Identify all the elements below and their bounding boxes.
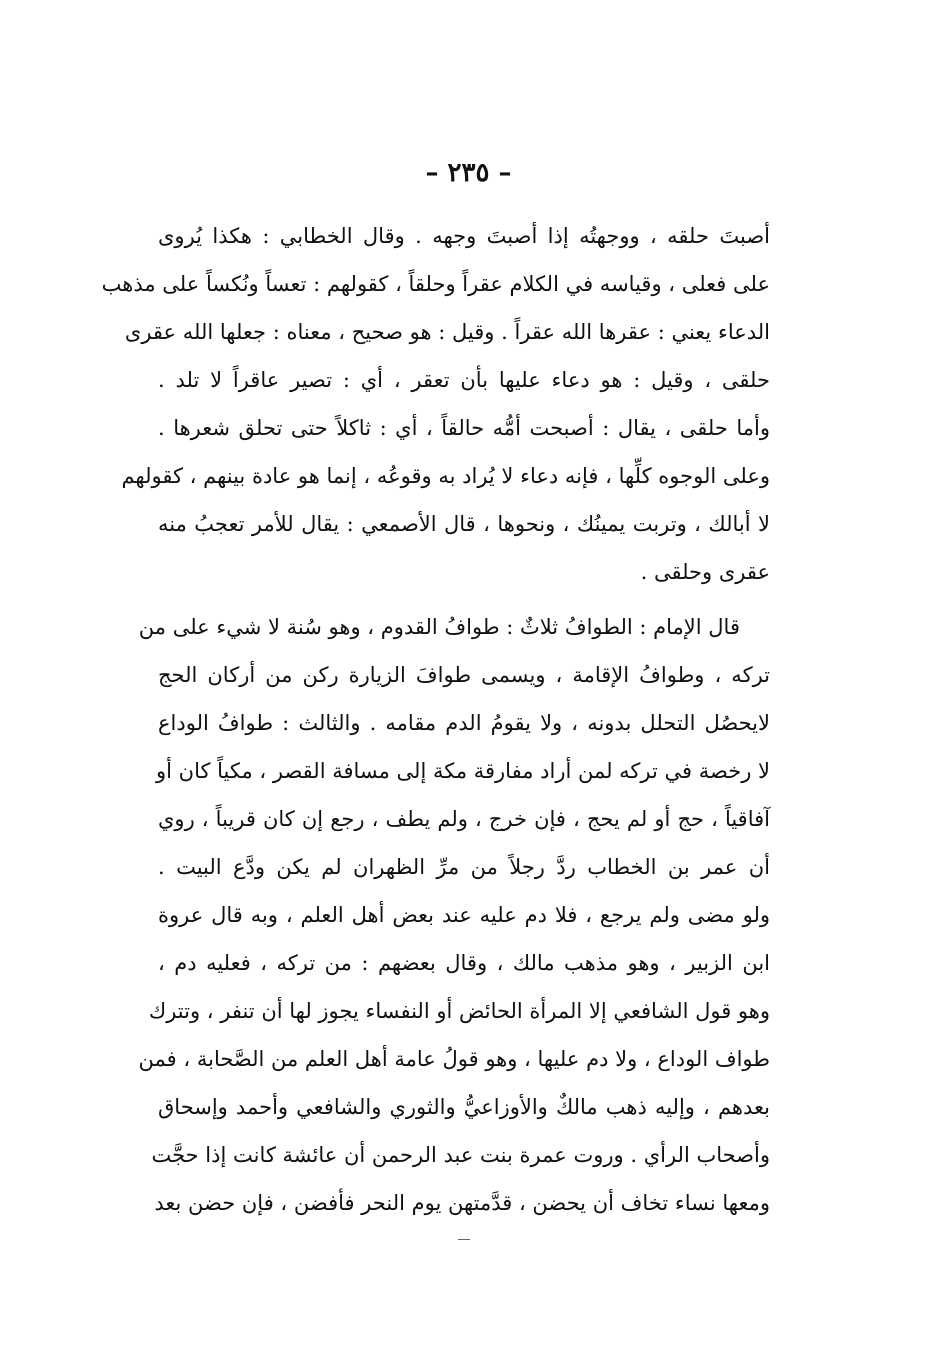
text-line: الدعاء يعني : عقرها الله عقراً . وقيل : هو صحيح ، معناه : جعلها الله عقرى [124, 320, 770, 344]
text-line: عقرى وحلقى . [640, 560, 770, 584]
text-line: تركه ، وطوافُ الإقامة ، ويسمى طوافَ الزيارة ركن من أركان الحج [158, 663, 770, 687]
text-line: ابن الزبير ، وهو مذهب مالك ، وقال بعضهم : من تركه ، فعليه دم ، [158, 951, 770, 975]
text-line: قال الإمام : الطوافُ ثلاثٌ : طوافُ القدوم ، وهو سُنة لا شيء على من [138, 615, 740, 639]
text-line: ولو مضى ولم يرجع ، فلا دم عليه عند بعض أهل العلم ، وبه قال عروة [158, 903, 770, 927]
text-line: أصبتَ حلقه ، ووجهتُه إذا أصبتَ وجهه . وقال الخطابي : هكذا يُروى [158, 224, 770, 248]
text-line: لا أبالك ، وتربت يمينُك ، ونحوها ، قال الأصمعي : يقال للأمر تعجبُ منه [158, 512, 770, 536]
page-number: – ٢٣٥ – [425, 158, 512, 188]
text-line: لا رخصة في تركه لمن أراد مفارقة مكة إلى مسافة القصر ، مكياً كان أو [156, 759, 770, 783]
text-line: وأصحاب الرأي . وروت عمرة بنت عبد الرحمن أن عائشة كانت إذا حجَّت [151, 1143, 770, 1167]
text-line: وهو قول الشافعي إلا المرأة الحائض أو النفساء يجوز لها أن تنفر ، وتترك [148, 999, 770, 1023]
text-line: آفاقياً ، حج أو لم يحج ، فإن خرج ، ولم يطف ، رجع إن كان قريباً ، روي [158, 807, 770, 831]
paragraph-2 [138, 603, 770, 1227]
text-line: وأما حلقى ، يقال : أصبحت أمُّه حالقاً ، أي : ثاكلاً حتى تحلق شعرها . [158, 416, 770, 440]
text-line: على فعلى ، وقياسه في الكلام عقراً وحلقاً ، كقولهم : تعساً ونُكساً على مذهب [101, 272, 770, 296]
text-line: ومعها نساء تخاف أن يحضن ، قدَّمتهن يوم النحر فأفضن ، فإن حضن بعد [154, 1191, 770, 1215]
text-line: بعدهم ، وإليه ذهب مالكٌ والأوزاعيُّ والثوري والشافعي وأحمد وإسحاق [158, 1095, 770, 1119]
paragraph-1 [101, 212, 770, 596]
text-line: طواف الوداع ، ولا دم عليها ، وهو قولُ عامة أهل العلم من الصَّحابة ، فمن [138, 1047, 770, 1071]
page-footer-mark [458, 1239, 470, 1240]
text-line: لايحصُل التحلل بدونه ، ولا يقومُ الدم مقامه . والثالث : طوافُ الوداع [158, 711, 770, 735]
text-line: حلقى ، وقيل : هو دعاء عليها بأن تعقر ، أي : تصير عاقراً لا تلد . [158, 368, 770, 392]
text-line: وعلى الوجوه كلِّها ، فإنه دعاء لا يُراد به وقوعُه ، إنما هو عادة بينهم ، كقولهم [121, 464, 770, 488]
text-line: أن عمر بن الخطاب ردَّ رجلاً من مرِّ الظهران لم يكن ودَّع البيت . [158, 855, 770, 879]
